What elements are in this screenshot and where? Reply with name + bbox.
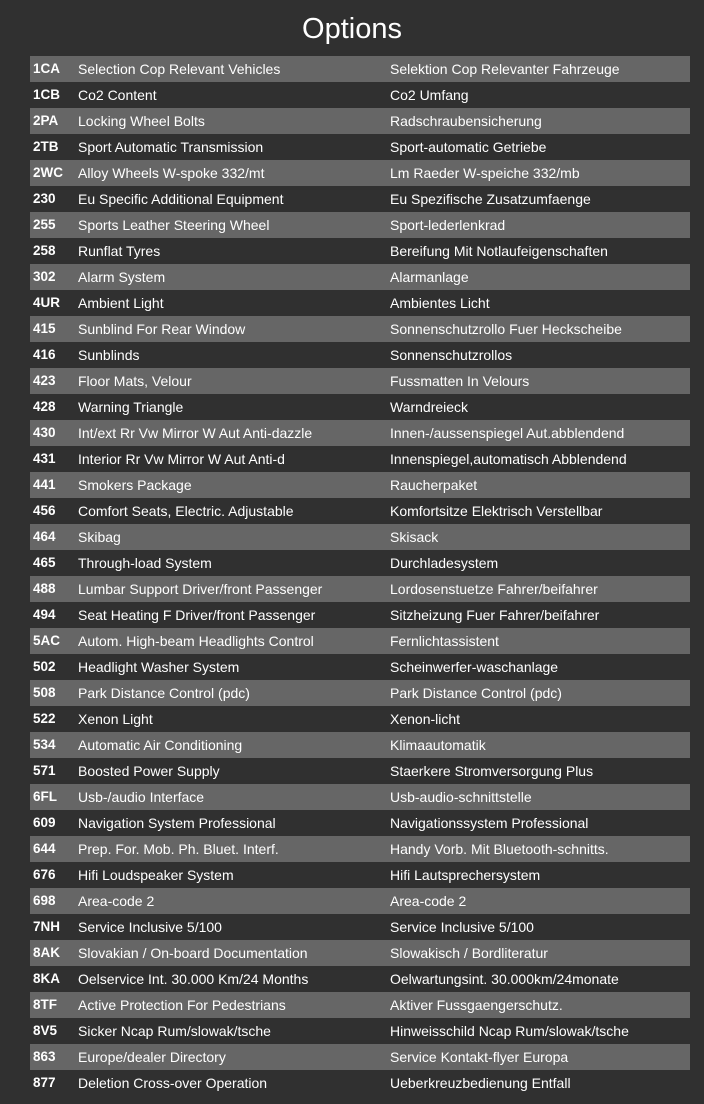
option-name-en: Slovakian / On-board Documentation	[78, 945, 308, 961]
option-name-de: Fussmatten In Velours	[390, 373, 530, 389]
option-name-en: Service Inclusive 5/100	[78, 919, 222, 935]
option-name-en: Through-load System	[78, 555, 212, 571]
page-title: Options	[302, 13, 402, 45]
option-row	[30, 108, 690, 134]
option-name-en: Prep. For. Mob. Ph. Bluet. Interf.	[78, 841, 279, 857]
option-code: 609	[33, 815, 56, 830]
option-name-de: Usb-audio-schnittstelle	[390, 789, 532, 805]
option-code: 258	[33, 243, 56, 258]
option-row	[30, 472, 690, 498]
option-name-en: Smokers Package	[78, 477, 192, 493]
option-name-en: Sicker Ncap Rum/slowak/tsche	[78, 1023, 271, 1039]
option-name-en: Sports Leather Steering Wheel	[78, 217, 270, 233]
option-row	[30, 862, 690, 888]
option-code: 430	[33, 425, 56, 440]
option-row	[30, 602, 690, 628]
option-name-en: Alloy Wheels W-spoke 332/mt	[78, 165, 265, 181]
option-row	[30, 888, 690, 914]
option-code: 2TB	[33, 139, 59, 154]
option-code: 676	[33, 867, 56, 882]
option-code: 877	[33, 1075, 56, 1090]
option-code: 644	[33, 841, 56, 856]
option-name-de: Durchladesystem	[390, 555, 499, 571]
option-code: 255	[33, 217, 56, 232]
option-row	[30, 732, 690, 758]
option-row	[30, 914, 690, 940]
option-name-en: Automatic Air Conditioning	[78, 737, 243, 753]
option-name-en: Europe/dealer Directory	[78, 1049, 226, 1065]
option-code: 5AC	[33, 633, 61, 648]
option-row	[30, 368, 690, 394]
option-row	[30, 394, 690, 420]
option-name-de: Park Distance Control (pdc)	[390, 685, 562, 701]
option-name-de: Klimaautomatik	[390, 737, 486, 753]
option-name-en: Alarm System	[78, 269, 166, 285]
option-name-en: Eu Specific Additional Equipment	[78, 191, 284, 207]
option-row	[30, 316, 690, 342]
option-name-de: Service Kontakt-flyer Europa	[390, 1049, 569, 1065]
option-row	[30, 550, 690, 576]
option-name-en: Floor Mats, Velour	[78, 373, 192, 389]
option-code: 464	[33, 529, 56, 544]
option-name-de: Staerkere Stromversorgung Plus	[390, 763, 594, 779]
option-row	[30, 134, 690, 160]
option-name-en: Seat Heating F Driver/front Passenger	[78, 607, 316, 623]
option-name-en: Sunblind For Rear Window	[78, 321, 246, 337]
option-code: 522	[33, 711, 56, 726]
option-code: 6FL	[33, 789, 58, 804]
option-code: 1CB	[33, 87, 61, 102]
option-code: 465	[33, 555, 56, 570]
option-name-en: Sunblinds	[78, 347, 140, 363]
option-code: 508	[33, 685, 56, 700]
option-name-de: Lm Raeder W-speiche 332/mb	[390, 165, 580, 181]
option-code: 502	[33, 659, 56, 674]
option-name-en: Deletion Cross-over Operation	[78, 1075, 268, 1091]
option-name-de: Handy Vorb. Mit Bluetooth-schnitts.	[390, 841, 609, 857]
option-code: 431	[33, 451, 56, 466]
option-name-en: Warning Triangle	[78, 399, 184, 415]
option-row	[30, 238, 690, 264]
option-name-en: Skibag	[78, 529, 121, 545]
option-code: 698	[33, 893, 56, 908]
option-name-de: Area-code 2	[390, 893, 467, 909]
option-name-en: Comfort Seats, Electric. Adjustable	[78, 503, 294, 519]
option-code: 7NH	[33, 919, 61, 934]
option-row	[30, 966, 690, 992]
option-name-de: Sport-lederlenkrad	[390, 217, 506, 233]
option-name-de: Co2 Umfang	[390, 87, 469, 103]
option-row	[30, 342, 690, 368]
option-name-en: Ambient Light	[78, 295, 164, 311]
option-code: 863	[33, 1049, 56, 1064]
option-name-de: Bereifung Mit Notlaufeigenschaften	[390, 243, 608, 259]
option-code: 230	[33, 191, 56, 206]
option-name-en: Active Protection For Pedestrians	[78, 997, 286, 1013]
option-name-de: Selektion Cop Relevanter Fahrzeuge	[390, 61, 620, 77]
option-name-en: Co2 Content	[78, 87, 157, 103]
option-name-en: Selection Cop Relevant Vehicles	[78, 61, 281, 77]
option-code: 8AK	[33, 945, 61, 960]
option-row	[30, 524, 690, 550]
option-code: 494	[33, 607, 56, 622]
option-name-en: Navigation System Professional	[78, 815, 276, 831]
option-name-de: Hinweisschild Ncap Rum/slowak/tsche	[390, 1023, 629, 1039]
option-row	[30, 706, 690, 729]
option-code: 423	[33, 373, 56, 388]
option-name-de: Innenspiegel,automatisch Abblendend	[390, 451, 627, 467]
option-name-en: Usb-/audio Interface	[78, 789, 205, 805]
option-name-en: Interior Rr Vw Mirror W Aut Anti-d	[78, 451, 285, 467]
option-name-en: Lumbar Support Driver/front Passenger	[78, 581, 323, 597]
option-code: 8V5	[33, 1023, 58, 1038]
option-row	[30, 758, 690, 784]
option-name-de: Ambientes Licht	[390, 295, 490, 311]
option-name-de: Navigationssystem Professional	[390, 815, 589, 831]
option-code: 571	[33, 763, 56, 778]
options-table	[30, 56, 690, 1096]
option-name-de: Sport-automatic Getriebe	[390, 139, 547, 155]
option-row	[30, 186, 690, 212]
option-name-de: Skisack	[390, 529, 439, 545]
option-code: 441	[33, 477, 56, 492]
option-name-de: Fernlichtassistent	[390, 633, 499, 649]
option-row	[30, 290, 690, 316]
option-name-en: Runflat Tyres	[78, 243, 161, 259]
option-name-en: Area-code 2	[78, 893, 155, 909]
option-code: 2PA	[33, 113, 59, 128]
option-name-de: Warndreieck	[390, 399, 469, 415]
option-code: 8KA	[33, 971, 61, 986]
option-row	[30, 498, 690, 524]
option-name-en: Boosted Power Supply	[78, 763, 220, 779]
option-name-en: Park Distance Control (pdc)	[78, 685, 250, 701]
option-name-de: Oelwartungsint. 30.000km/24monate	[390, 971, 619, 987]
option-row	[30, 212, 690, 238]
option-code: 8TF	[33, 997, 58, 1012]
option-row	[30, 1070, 690, 1096]
option-row	[30, 446, 690, 472]
option-name-de: Lordosenstuetze Fahrer/beifahrer	[390, 581, 598, 597]
option-name-de: Eu Spezifische Zusatzumfaenge	[390, 191, 591, 207]
option-name-de: Ueberkreuzbedienung Entfall	[390, 1075, 571, 1091]
option-row	[30, 810, 690, 836]
option-row	[30, 680, 690, 706]
option-row	[30, 56, 690, 82]
option-name-de: Sonnenschutzrollos	[390, 347, 513, 363]
option-code: 4UR	[33, 295, 61, 310]
option-row	[30, 836, 690, 862]
option-row	[30, 784, 690, 810]
option-name-de: Innen-/aussenspiegel Aut.abblendend	[390, 425, 625, 441]
option-name-de: Hifi Lautsprechersystem	[390, 867, 541, 883]
option-row	[30, 992, 690, 1018]
option-name-en: Hifi Loudspeaker System	[78, 867, 234, 883]
option-name-en: Xenon Light	[78, 711, 153, 727]
option-row	[30, 420, 690, 446]
option-row	[30, 1018, 690, 1044]
option-name-en: Sport Automatic Transmission	[78, 139, 264, 155]
option-code: 302	[33, 269, 56, 284]
option-row	[30, 940, 690, 966]
option-row	[30, 654, 690, 680]
option-name-de: Alarmanlage	[390, 269, 469, 285]
option-row	[30, 1044, 690, 1070]
option-code: 488	[33, 581, 56, 596]
option-name-de: Raucherpaket	[390, 477, 478, 493]
option-row	[30, 628, 690, 654]
option-code: 534	[33, 737, 56, 752]
option-code: 456	[33, 503, 56, 518]
option-name-de: Aktiver Fussgaengerschutz.	[390, 997, 563, 1013]
option-code: 428	[33, 399, 56, 414]
option-code: 416	[33, 347, 56, 362]
option-name-de: Sonnenschutzrollo Fuer Heckscheibe	[390, 321, 622, 337]
option-name-de: Radschraubensicherung	[390, 113, 542, 129]
option-name-de: Service Inclusive 5/100	[390, 919, 534, 935]
option-code: 415	[33, 321, 56, 336]
option-name-de: Scheinwerfer-waschanlage	[390, 659, 559, 675]
option-name-en: Headlight Washer System	[78, 659, 240, 675]
option-code: 1CA	[33, 61, 61, 76]
option-row	[30, 82, 690, 108]
option-row	[30, 576, 690, 602]
option-row	[30, 160, 690, 186]
option-name-en: Oelservice Int. 30.000 Km/24 Months	[78, 971, 309, 987]
option-name-de: Sitzheizung Fuer Fahrer/beifahrer	[390, 607, 600, 623]
option-name-de: Slowakisch / Bordliteratur	[390, 945, 548, 961]
option-name-en: Autom. High-beam Headlights Control	[78, 633, 314, 649]
option-name-de: Xenon-licht	[390, 711, 461, 727]
option-name-de: Komfortsitze Elektrisch Verstellbar	[390, 503, 603, 519]
option-code: 2WC	[33, 165, 63, 180]
option-name-en: Int/ext Rr Vw Mirror W Aut Anti-dazzle	[78, 425, 313, 441]
option-name-en: Locking Wheel Bolts	[78, 113, 205, 129]
option-row	[30, 264, 690, 290]
